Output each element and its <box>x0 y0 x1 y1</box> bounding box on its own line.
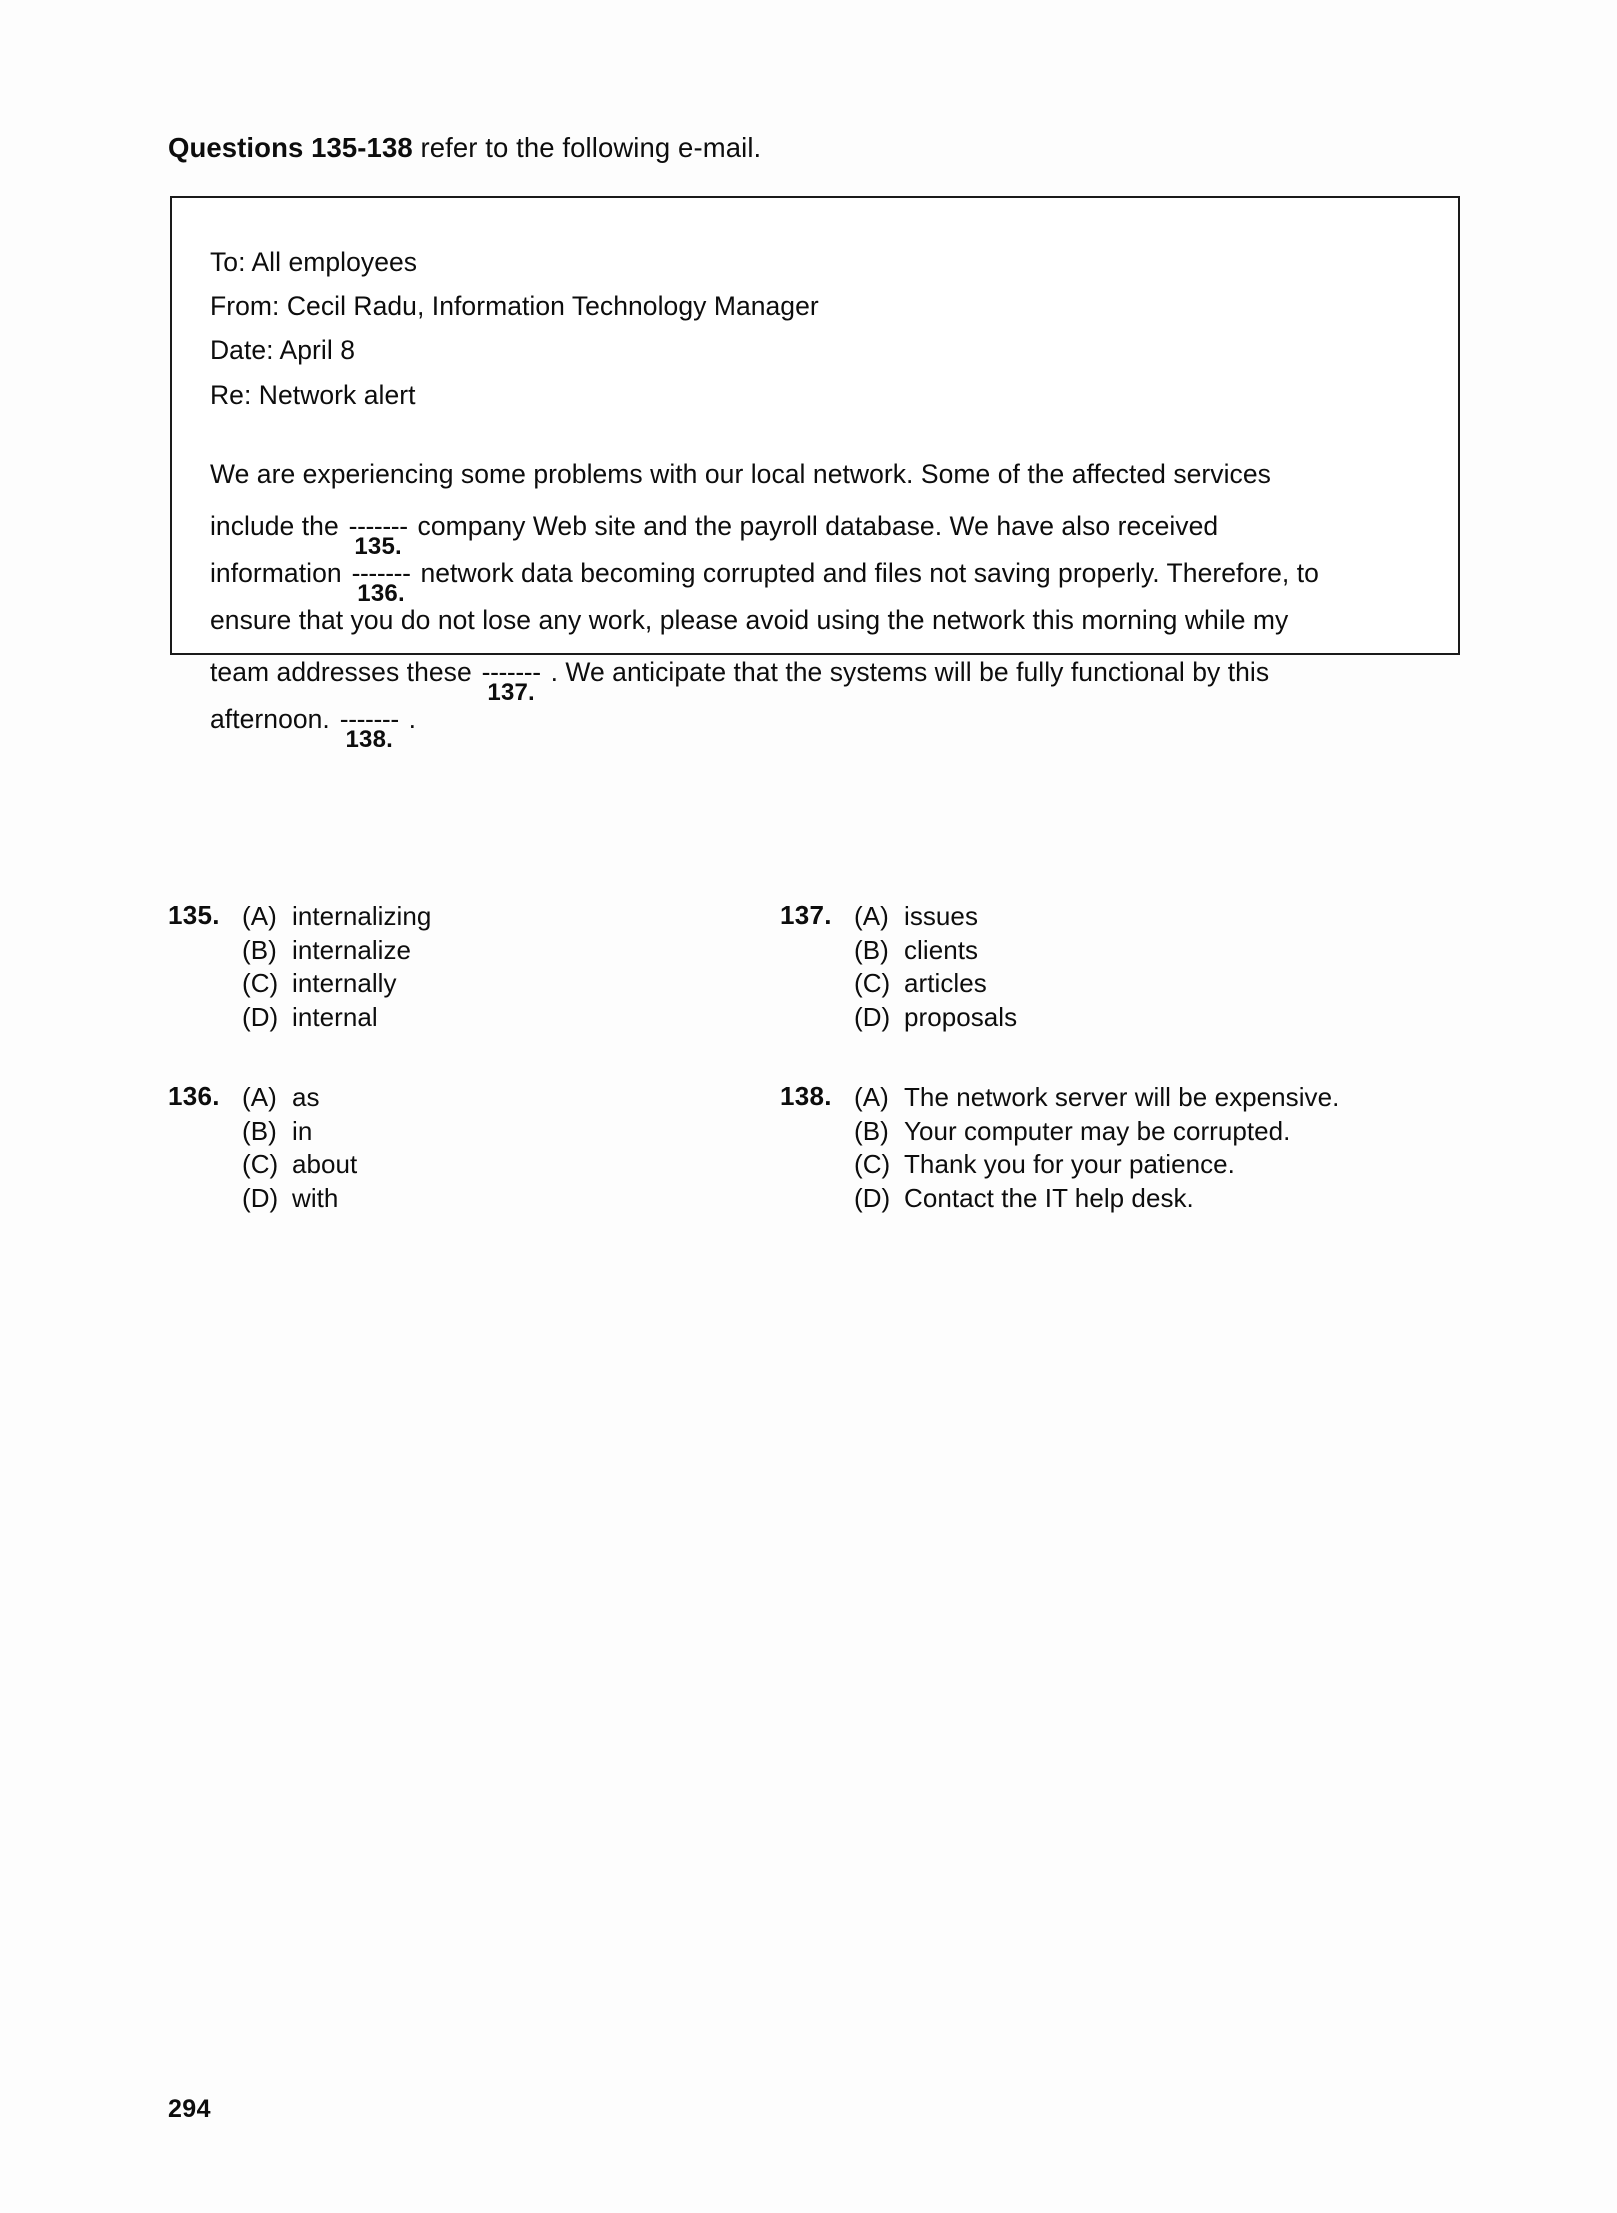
option-text: internalizing <box>292 901 432 931</box>
options-135 <box>242 900 788 1034</box>
question-block-137 <box>780 900 1560 1034</box>
option-letter: (D) <box>242 1001 279 1032</box>
email-body-line-3 <box>210 557 1432 607</box>
question-number-135: 135. <box>168 900 220 930</box>
page-title <box>168 131 761 164</box>
line3-text-before-blank: information <box>210 557 350 588</box>
option-135-a[interactable] <box>242 900 788 934</box>
line6-text-before-blank: afternoon. <box>210 703 338 734</box>
option-136-d[interactable] <box>242 1182 788 1216</box>
options-136 <box>242 1081 788 1215</box>
email-content <box>210 240 1432 751</box>
line5-text-before-blank: team addresses these <box>210 656 480 687</box>
blank-136 <box>349 557 413 607</box>
blank-136-dashes: ------- <box>351 557 411 588</box>
option-text: with <box>292 1182 339 1213</box>
option-137-b[interactable] <box>854 934 1560 968</box>
blank-138-dashes: ------- <box>339 703 399 734</box>
option-letter: (D) <box>242 1182 279 1213</box>
option-letter: (C) <box>242 968 279 998</box>
option-letter: (B) <box>242 934 277 965</box>
email-to-line: To: All employees <box>210 247 418 277</box>
question-number-137: 137. <box>780 900 832 930</box>
option-135-b[interactable] <box>242 934 788 968</box>
blank-137-dashes: ------- <box>481 656 541 687</box>
option-letter: (B) <box>854 1115 889 1146</box>
email-body-line-4: ensure that you do not lose any work, please avoid using the network this morning while my <box>210 604 1289 635</box>
option-text: Contact the IT help desk. <box>904 1182 1194 1213</box>
option-text: internal <box>292 1001 378 1032</box>
blank-138-number: 138. <box>345 725 394 753</box>
option-137-c[interactable] <box>854 967 1560 1001</box>
question-number-138: 138. <box>780 1081 832 1111</box>
line2-text-before-blank: include the <box>210 510 347 541</box>
option-138-a[interactable] <box>854 1081 1560 1115</box>
email-body-line-6 <box>210 703 1432 753</box>
options-137 <box>854 900 1560 1034</box>
option-137-a[interactable] <box>854 900 1560 934</box>
email-body-line-2 <box>210 510 1432 560</box>
option-letter: (B) <box>854 934 889 965</box>
option-136-b[interactable] <box>242 1115 788 1149</box>
question-range-label: Questions 135-138 <box>168 132 413 163</box>
question-block-135 <box>168 900 788 1034</box>
line6-text-after-blank: . <box>401 703 417 734</box>
option-letter: (A) <box>242 901 277 931</box>
option-text: as <box>292 1082 320 1112</box>
option-138-c[interactable] <box>854 1148 1560 1182</box>
option-letter: (A) <box>242 1082 277 1112</box>
option-text: articles <box>904 968 987 998</box>
email-date-line: Date: April 8 <box>210 335 356 366</box>
option-letter: (C) <box>242 1149 279 1179</box>
option-text: internally <box>292 968 397 998</box>
line3-text-after-blank: network data becoming corrupted and files not saving properly. Therefore, to <box>413 557 1319 588</box>
blank-137-number: 137. <box>487 678 535 706</box>
option-text: Thank you for your patience. <box>904 1149 1235 1179</box>
question-block-136 <box>168 1081 788 1215</box>
option-text: clients <box>904 934 979 965</box>
options-138 <box>854 1081 1560 1215</box>
option-letter: (D) <box>854 1182 891 1213</box>
option-letter: (C) <box>854 1149 891 1179</box>
email-body-line-5 <box>210 656 1432 706</box>
option-137-d[interactable] <box>854 1001 1560 1035</box>
email-from-line: From: Cecil Radu, Information Technology Manager <box>210 291 819 322</box>
option-text: Your computer may be corrupted. <box>904 1115 1291 1146</box>
blank-138 <box>337 703 401 753</box>
option-text: proposals <box>904 1001 1018 1032</box>
question-range-suffix: refer to the following e-mail. <box>412 132 762 163</box>
line2-text-after-blank: company Web site and the payroll database. We have also received <box>410 510 1219 541</box>
blank-135 <box>346 510 410 560</box>
email-subject-line: Re: Network alert <box>210 379 416 410</box>
option-letter: (C) <box>854 968 891 998</box>
option-136-c[interactable] <box>242 1148 788 1182</box>
email-body <box>210 458 1432 753</box>
option-letter: (D) <box>854 1001 891 1032</box>
blank-135-dashes: ------- <box>348 510 408 541</box>
option-135-d[interactable] <box>242 1001 788 1035</box>
option-136-a[interactable] <box>242 1081 788 1115</box>
option-138-b[interactable] <box>854 1115 1560 1149</box>
question-number-136: 136. <box>168 1081 220 1111</box>
answer-column-left <box>168 900 788 1262</box>
option-letter: (A) <box>854 1082 889 1112</box>
answer-column-right <box>780 900 1560 1262</box>
option-135-c[interactable] <box>242 967 788 1001</box>
email-body-line-1: We are experiencing some problems with our local network. Some of the affected services <box>210 458 1271 489</box>
blank-137 <box>479 656 543 706</box>
option-text: about <box>292 1149 358 1179</box>
option-text: internalize <box>292 934 412 965</box>
blank-135-number: 135. <box>354 532 402 560</box>
option-letter: (B) <box>242 1115 277 1146</box>
line5-text-after-blank: . We anticipate that the systems will be fully functional by this <box>543 656 1270 687</box>
option-text: in <box>292 1115 313 1146</box>
option-text: The network server will be expensive. <box>904 1082 1340 1112</box>
option-138-d[interactable] <box>854 1182 1560 1216</box>
page-number: 294 <box>168 2095 211 2123</box>
email-passage-box <box>170 196 1460 753</box>
option-letter: (A) <box>854 901 889 931</box>
question-block-138 <box>780 1081 1560 1215</box>
option-text: issues <box>904 901 978 931</box>
blank-136-number: 136. <box>357 579 405 607</box>
